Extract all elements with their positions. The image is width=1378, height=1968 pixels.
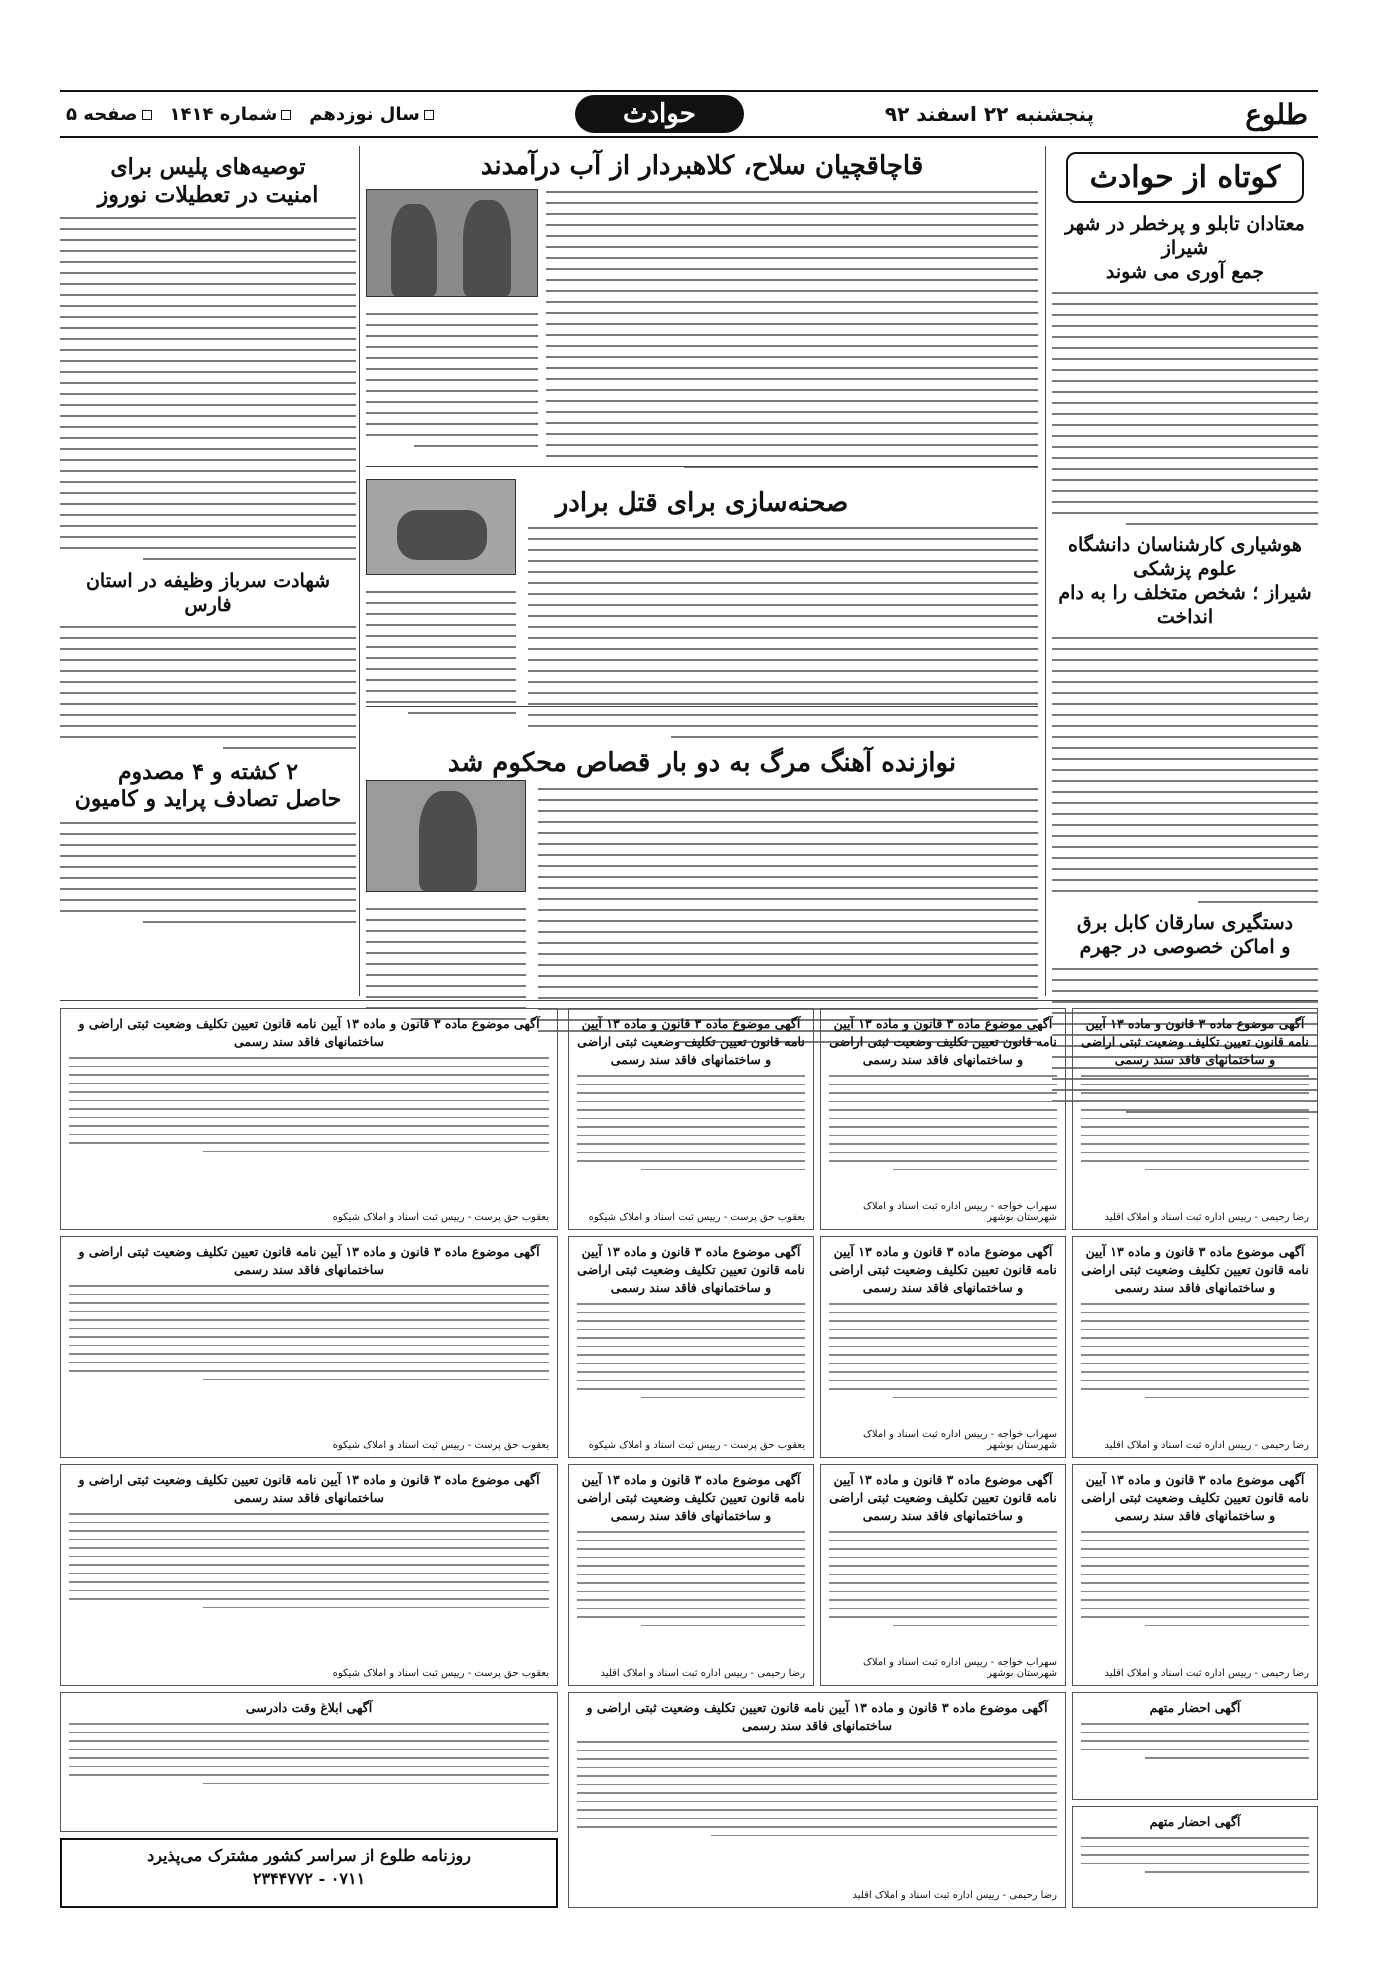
article-body — [60, 217, 356, 560]
article-title: ۲ کشته و ۴ مصدوم — [117, 758, 299, 785]
square-icon — [281, 110, 291, 120]
article-title: شیراز ؛ شخص متخلف را به دام انداخت — [1058, 581, 1312, 628]
page-number: صفحه ۵ — [66, 104, 152, 125]
ad-notice: آگهی موضوع ماده ۳ قانون و ماده ۱۳ آیین نامه قانون تعیین تکلیف وضعیت ثبتی اراضی و ساختمانهای فاقد سند رسمی سهراب خواجه - رییس اداره ثبت اسناد و املاک شهرستان بوشهر — [820, 1236, 1066, 1458]
article-title: نوازنده آهنگ مرگ به دو بار قصاص محکوم شد — [447, 748, 957, 778]
article-title: قاچاقچیان سلاح، کلاهبردار از آب درآمدند — [480, 151, 924, 181]
ad-notice: آگهی موضوع ماده ۳ قانون و ماده ۱۳ آیین نامه قانون تعیین تکلیف وضعیت ثبتی اراضی و ساختمانهای فاقد سند رسمی رضا رحیمی - رییس اداره ثبت اسناد و املاک اقلید — [1072, 1464, 1318, 1686]
ad-notice: آگهی موضوع ماده ۳ قانون و ماده ۱۳ آیین نامه قانون تعیین تکلیف وضعیت ثبتی اراضی و ساختمانهای فاقد سند رسمی رضا رحیمی - رییس اداره ثبت اسناد و املاک اقلید — [1072, 1236, 1318, 1458]
suspects-photo — [366, 189, 538, 297]
ad-hearing-notice: آگهی ابلاغ وقت دادرسی — [60, 1692, 558, 1832]
ad-notice: آگهی موضوع ماده ۳ قانون و ماده ۱۳ آیین نامه قانون تعیین تکلیف وضعیت ثبتی اراضی و ساختمانهای فاقد سند رسمی یعقوب حق پرست - رییس ثبت اسناد و املاک شیکوه — [60, 1236, 558, 1458]
left-column — [60, 146, 356, 932]
article-title: حاصل تصادف پراید و کامیون — [74, 786, 342, 812]
middle-column — [366, 146, 1038, 1030]
square-icon — [424, 110, 434, 120]
ad-notice: آگهی موضوع ماده ۳ قانون و ماده ۱۳ آیین نامه قانون تعیین تکلیف وضعیت ثبتی اراضی و ساختمانهای فاقد سند رسمی یعقوب حق پرست - رییس ثبت اسناد و املاک شیکوه — [568, 1008, 814, 1230]
article-body — [60, 822, 356, 923]
short-news-box-title: کوتاه از حوادث — [1066, 152, 1304, 203]
classified-ads — [60, 1008, 1318, 1908]
ad-notice: آگهی موضوع ماده ۳ قانون و ماده ۱۳ آیین نامه قانون تعیین تکلیف وضعیت ثبتی اراضی و ساختمانهای فاقد سند رسمی سهراب خواجه - رییس اداره ثبت اسناد و املاک شهرستان بوشهر — [820, 1008, 1066, 1230]
article-title: شهادت سرباز وظیفه در استان فارس — [85, 570, 331, 616]
article-title: صحنه‌سازی برای قتل برادر — [555, 487, 849, 518]
ad-notice: آگهی موضوع ماده ۳ قانون و ماده ۱۳ آیین نامه قانون تعیین تکلیف وضعیت ثبتی اراضی و ساختمانهای فاقد سند رسمی رضا رحیمی - رییس اداره ثبت اسناد و املاک اقلید — [568, 1464, 814, 1686]
article-title: و اماکن خصوصی در جهرم — [1079, 936, 1291, 958]
article-body — [546, 191, 1038, 477]
article-title: دستگیری سارقان کابل برق — [1076, 912, 1294, 935]
issue-number: شماره ۱۴۱۴ — [170, 104, 292, 125]
article-body — [60, 626, 356, 749]
article-title: جمع آوری می شوند — [1105, 260, 1265, 283]
article-body — [366, 313, 538, 456]
article-title: امنیت در تعطیلات نوروز — [97, 181, 319, 208]
ad-notice: آگهی موضوع ماده ۳ قانون و ماده ۱۳ آیین نامه قانون تعیین تکلیف وضعیت ثبتی اراضی و ساختمانهای فاقد سند رسمی یعقوب حق پرست - رییس ثبت اسناد و املاک شیکوه — [60, 1464, 558, 1686]
newspaper-logo: طلوع — [1245, 97, 1308, 131]
article-body — [366, 591, 516, 723]
article-body — [528, 527, 1038, 747]
ad-notice: آگهی موضوع ماده ۳ قانون و ماده ۱۳ آیین نامه قانون تعیین تکلیف وضعیت ثبتی اراضی و ساختمانهای فاقد سند رسمی یعقوب حق پرست - رییس ثبت اسناد و املاک شیکوه — [568, 1236, 814, 1458]
issue-date: پنجشنبه ۲۲ اسفند ۹۲ — [884, 102, 1095, 126]
subscription-banner: روزنامه طلوع از سراسر کشور مشترک می‌پذیرد ۰۷۱۱ - ۲۳۴۴۷۷۲ — [60, 1838, 558, 1908]
section-title: حوادث — [575, 95, 744, 133]
column-rule — [359, 146, 360, 996]
column-rule — [1045, 146, 1046, 996]
right-column — [1052, 146, 1318, 1122]
article-body — [1052, 292, 1318, 525]
ad-notice: آگهی موضوع ماده ۳ قانون و ماده ۱۳ آیین نامه قانون تعیین تکلیف وضعیت ثبتی اراضی و ساختمانهای فاقد سند رسمی سهراب خواجه - رییس اداره ثبت اسناد و املاک شهرستان بوشهر — [820, 1464, 1066, 1686]
article-body — [1052, 637, 1318, 903]
article-title: معتادان تابلو و پرخطر در شهر شیراز — [1065, 213, 1305, 259]
ad-summons: آگهی احضار متهم — [1072, 1692, 1318, 1800]
convict-photo — [366, 780, 526, 892]
ad-notice: آگهی موضوع ماده ۳ قانون و ماده ۱۳ آیین نامه قانون تعیین تکلیف وضعیت ثبتی اراضی و ساختمانهای فاقد سند رسمی رضا رحیمی - رییس اداره ثبت اسناد و املاک اقلید — [568, 1692, 1066, 1908]
ad-notice: آگهی موضوع ماده ۳ قانون و ماده ۱۳ آیین نامه قانون تعیین تکلیف وضعیت ثبتی اراضی و ساختمانهای فاقد سند رسمی یعقوب حق پرست - رییس ثبت اسناد و املاک شیکوه — [60, 1008, 558, 1230]
page-header — [60, 90, 1318, 138]
ad-summons: آگهی احضار متهم — [1072, 1806, 1318, 1908]
crime-scene-photo — [366, 479, 516, 575]
square-icon — [142, 110, 152, 120]
issue-info — [60, 104, 434, 125]
article-title: توصیه‌های پلیس برای — [110, 154, 306, 180]
ad-notice: آگهی موضوع ماده ۳ قانون و ماده ۱۳ آیین نامه قانون تعیین تکلیف وضعیت ثبتی اراضی و ساختمانهای فاقد سند رسمی رضا رحیمی - رییس اداره ثبت اسناد و املاک اقلید — [1072, 1008, 1318, 1230]
year-label: سال نوزدهم — [309, 104, 434, 125]
article-title: هوشیاری کارشناسان دانشگاه علوم پزشکی — [1068, 534, 1302, 580]
